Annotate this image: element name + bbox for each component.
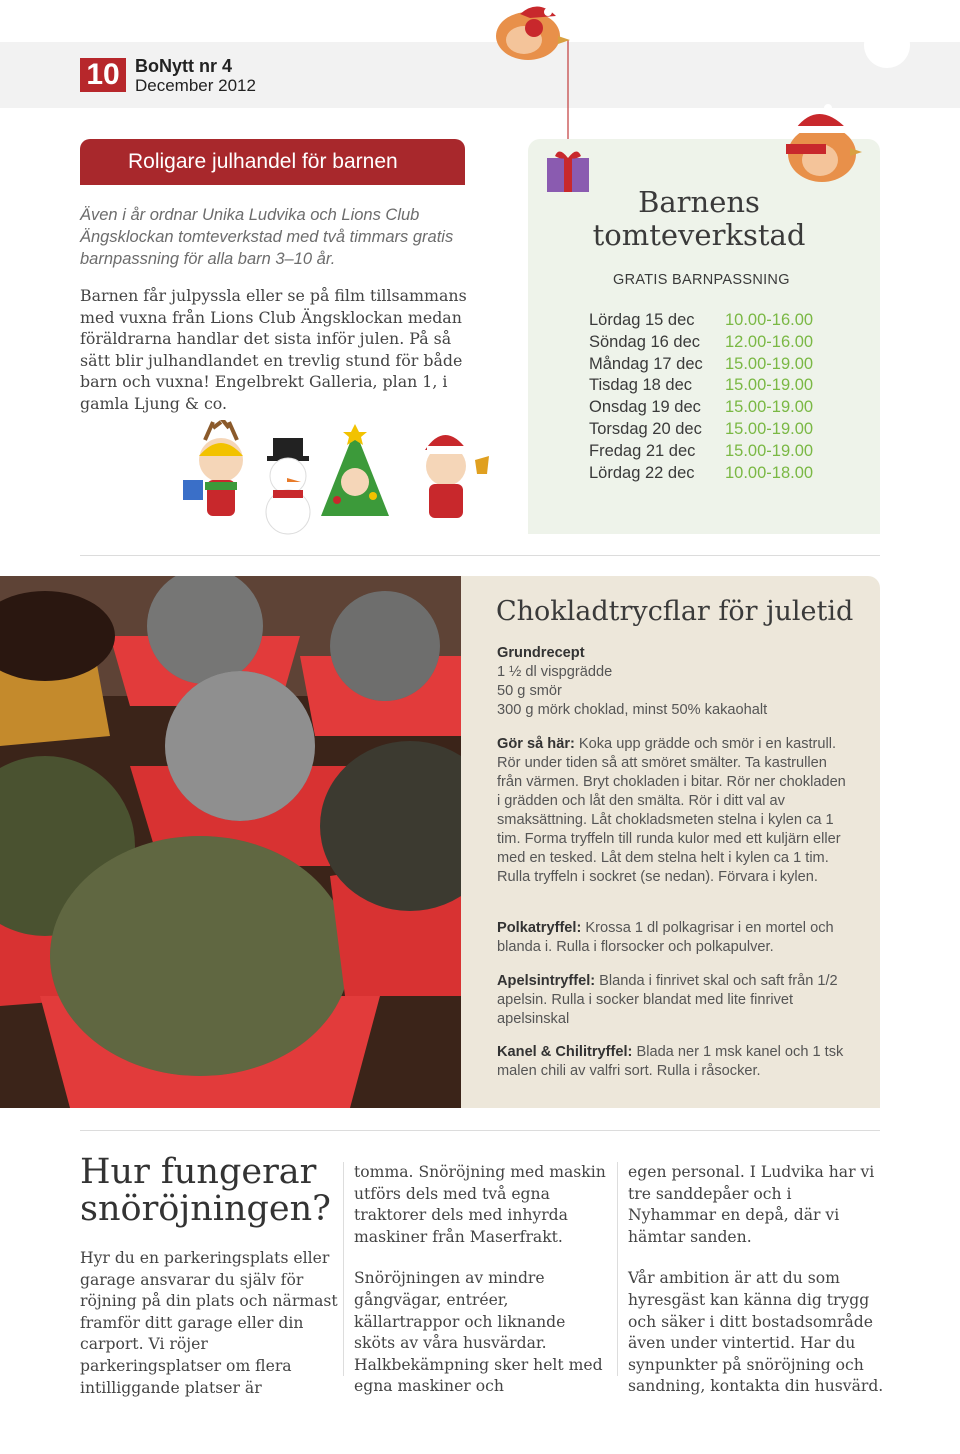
schedule-time: 10.00-18.00	[725, 463, 814, 482]
paragraph: tomma. Snöröjning med maskin utförs dels med två egna traktorer dels med inhyrda maskiner från Maserfrakt.	[354, 1163, 606, 1246]
variant-text: Krossa 1 dl polkagrisar i en mortel och blanda i. Rulla i florsocker och polkapulver.	[497, 920, 834, 955]
schedule-day: Tisdag 18 dec	[589, 376, 693, 395]
column-divider	[617, 1162, 618, 1376]
recipe-title: Chokladtrycflar för juletid	[496, 596, 854, 627]
recipe-method	[497, 735, 852, 887]
recipe-base-heading: Grundrecept	[497, 645, 585, 661]
schedule-time: 10.00-16.00	[725, 311, 814, 329]
paragraph: Hyr du en parkeringsplats eller garage ansvarar du själv för röjning på din plats och närmast framför ditt garage eller din carport. Vi röjer parkeringsplatser om flera intilliggande platser är	[80, 1249, 338, 1397]
column-divider	[343, 1162, 344, 1376]
schedule-time: 15.00-19.00	[725, 441, 814, 460]
method-text: Koka upp grädde och smör i en kastrull. Rör under tiden så att smöret smälter. Ta kastrullen från värmen. Bryt chokladen i bitar. Rör ner chokladen i grädden och låt den smälta. Rör i ditt val av smaksättning. Låt chokladsmeten stelna i kylen ca 1 tim. Forma tryffeln till runda kulor med ett kuljärn eller med en tesked. Låt dem stelna helt i kylen ca 1 tim. Rulla tryffeln i sockret (se nedan). Förvara i kylen.	[497, 736, 846, 885]
article-intro: Även i år ordnar Unika Ludvika och Lions Club Ängsklockan tomteverkstad med två timmars gratis barnpassning för alla barn 3–10 år.	[80, 206, 454, 268]
snow-column-2	[354, 1162, 606, 1418]
recipe-ingredients	[497, 644, 852, 720]
schedule-day: Onsdag 19 dec	[589, 398, 701, 417]
snow-headline: Hur fungerar snöröjningen?	[80, 1152, 331, 1229]
christmas-kids-illustration	[175, 420, 495, 550]
schedule-day: Fredag 21 dec	[589, 441, 696, 460]
schedule-row	[589, 354, 849, 376]
schedule-day: Lördag 15 dec	[589, 311, 695, 329]
schedule-row	[589, 463, 849, 485]
schedule-time: 15.00-19.00	[725, 354, 814, 373]
variant-text: Blanda i finrivet skal och saft från 1/2 apelsin. Rulla i socker blandat med lite finrivet apelsinskal	[497, 973, 838, 1027]
snow-column-1	[80, 1248, 338, 1419]
recipe-variant-polka	[497, 919, 852, 957]
variant-text: Blada ner 1 msk kanel och 1 tsk malen chili av valfri sort. Rulla i råsocker.	[497, 1044, 844, 1079]
decorative-circle	[864, 22, 910, 68]
workshop-title: Barnens tomteverkstad	[592, 185, 806, 252]
ingredient-item: 1 ½ dl vispgrädde	[497, 664, 613, 680]
truffles-photo	[0, 576, 461, 1108]
schedule-day: Måndag 17 dec	[589, 354, 703, 373]
section-banner: Roligare julhandel för barnen	[80, 139, 465, 185]
magazine-name: BoNytt nr 4	[135, 56, 233, 76]
variant-label: Apelsintryffel:	[497, 973, 596, 989]
paragraph: egen personal. I Ludvika har vi tre sanddepåer och i Nyhammar en depå, där vi hämtar sanden.	[628, 1163, 875, 1246]
robin-icon	[778, 104, 862, 186]
schedule-row	[589, 419, 849, 441]
workshop-subtitle: GRATIS BARNPASSNING	[613, 272, 790, 288]
issue-date: December 2012	[135, 76, 256, 95]
schedule-row	[589, 332, 849, 354]
ingredient-item: 300 g mörk choklad, minst 50% kakaohalt	[497, 702, 768, 718]
schedule-time: 15.00-19.00	[725, 398, 814, 417]
paragraph: Vår ambition är att du som hyresgäst kan känna dig trygg och säker i ditt bostadsområde även under vintertid. Har du synpunkter på snöröjning och sandning, kontakta din husvärd.	[628, 1269, 884, 1396]
variant-label: Polkatryffel:	[497, 920, 582, 936]
ingredient-item: 50 g smör	[497, 683, 562, 699]
article-body: Barnen får julpyssla eller se på film tillsammans med vuxna från Lions Club Ängsklockan medan föräldrarna handlar det sista inför julen. På så sätt blir julhandlandet en trevlig stund för både barn och vuxna! Engelbrekt Galleria, plan 1, i gamla Ljung & co.	[80, 286, 467, 413]
schedule-row	[589, 397, 849, 419]
schedule-day: Torsdag 20 dec	[589, 419, 702, 438]
divider	[80, 555, 880, 556]
schedule-day: Söndag 16 dec	[589, 332, 701, 351]
schedule-time: 15.00-19.00	[725, 376, 814, 395]
divider	[80, 1130, 880, 1131]
snow-column-3	[628, 1162, 884, 1418]
schedule-list	[589, 310, 849, 484]
recipe-variant-orange	[497, 972, 852, 1029]
truffles-image	[0, 576, 461, 1108]
schedule-time: 12.00-16.00	[725, 332, 814, 351]
schedule-row	[589, 375, 849, 397]
variant-label: Kanel & Chilitryffel:	[497, 1044, 633, 1060]
schedule-row	[589, 441, 849, 463]
schedule-time: 15.00-19.00	[725, 419, 814, 438]
schedule-day: Lördag 22 dec	[589, 463, 695, 482]
page-number: 10	[80, 58, 126, 92]
schedule-row	[589, 310, 849, 332]
recipe-variant-cinnamon	[497, 1043, 852, 1081]
paragraph: Snöröjningen av mindre gångvägar, entréer, källartrappor och liknande sköts av våra husvärdar. Halkbekämpning sker helt med egna maskiner och	[354, 1269, 603, 1396]
method-label: Gör så här:	[497, 736, 575, 752]
